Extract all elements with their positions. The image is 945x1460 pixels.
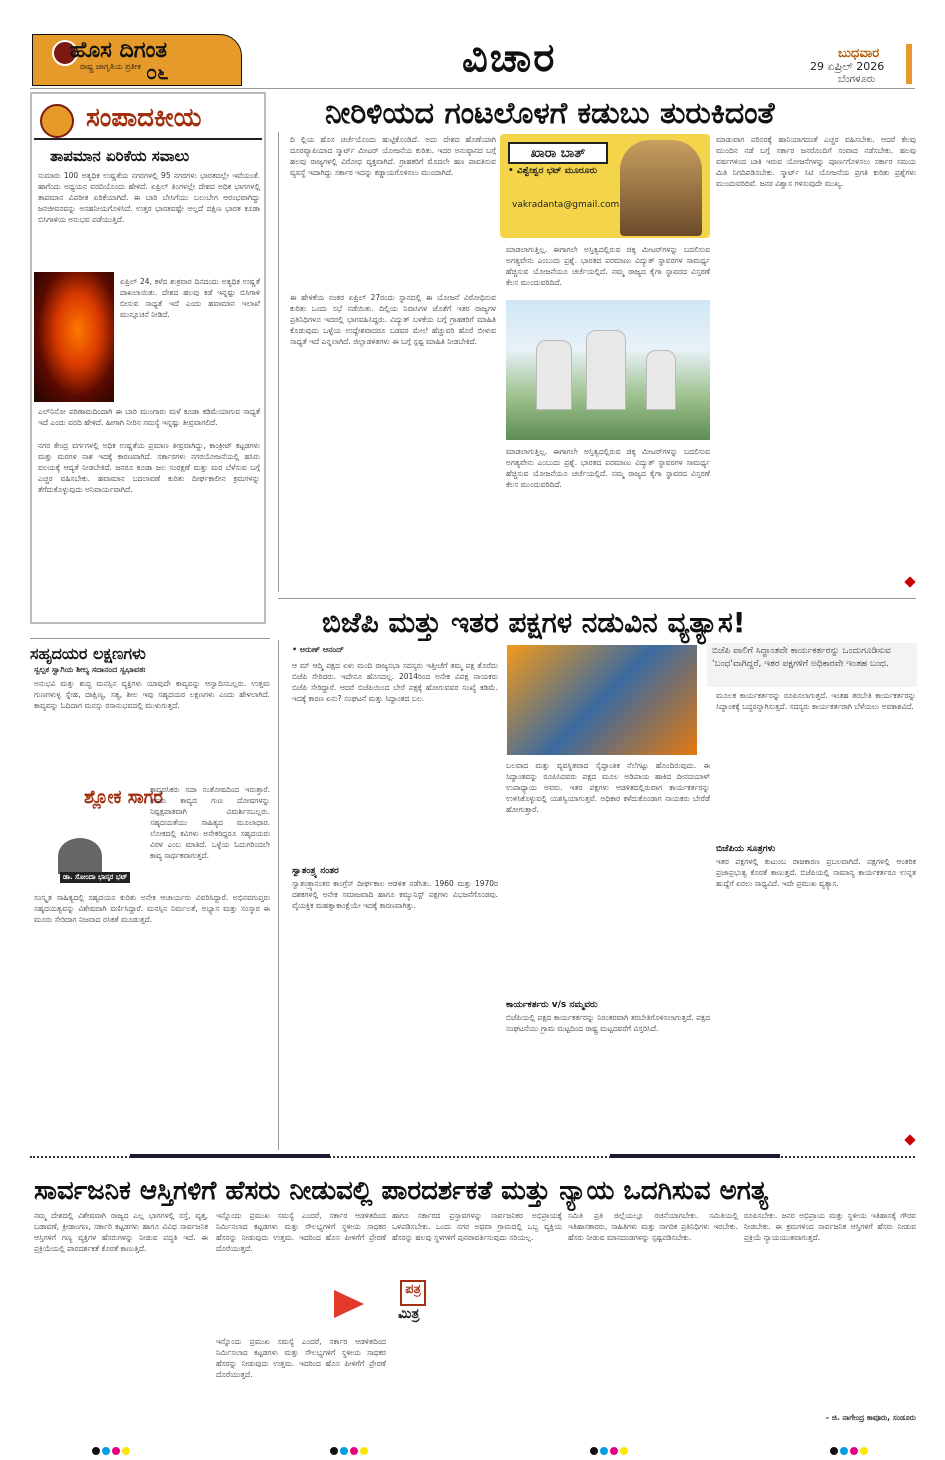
- mitra-label: ಮಿತ್ರ: [398, 1306, 420, 1322]
- section-divider: [30, 638, 270, 639]
- article2-subhead-3: ಬಿಜೆಪಿಯ ಸೂತ್ರಗಳು: [716, 844, 776, 854]
- column-email[interactable]: vakradanta@gmail.com: [512, 200, 620, 210]
- sahrudaya-body-3: ಸಂಸ್ಕೃತ ಸಾಹಿತ್ಯದಲ್ಲಿ ಸಹೃದಯನ ಕುರಿತು ಅನೇಕ ಆಚಾರ್ಯರು ವಿವರಿಸಿದ್ದಾರೆ. ಅಭಿನವಗುಪ್ತರು ಸಹೃದಯತ್ವವನ್ನು ವಿಶೇಷವಾಗಿ ವರ್ಣಿಸಿದ್ದಾರೆ. ಮನಸ್ಸಿನ ನಿರ್ಮಲತೆ, ಅಭ್ಯಾಸ ಮತ್ತು ಸಂಸ್ಕಾರ ಈ ಮೂರು ಸೇರಿದಾಗ ನಿಜವಾದ ರಸಿಕತೆ ಮೂಡುತ್ತದೆ.: [34, 893, 270, 924]
- sahrudaya-subtitle: ಸ್ವಲ್ಪಕ ಸ್ವಾಗಿಯ ಶೀಲ್ಯ ಸದಾನಂದ ಸ್ವಭಾವತಃ: [34, 665, 146, 674]
- author-photo: [620, 140, 702, 236]
- column-title: ಖಾರಾ ಬಾತ್: [508, 142, 608, 164]
- separator-bar: [130, 1154, 330, 1158]
- separator-bar: [610, 1154, 780, 1158]
- article2-col3b: ಇತರ ಪಕ್ಷಗಳಲ್ಲಿ ಕುಟುಂಬ ರಾಜಕಾರಣ ಪ್ರಬಲವಾಗಿದೆ. ಪಕ್ಷಗಳಲ್ಲಿ ಆಂತರಿಕ ಪ್ರಜಾಪ್ರಭುತ್ವ ಕೊರತೆ ಕಾಣುತ್ತದೆ. ಬಿಜೆಪಿಯಲ್ಲಿ ಸಾಮಾನ್ಯ ಕಾರ್ಯಕರ್ತರೂ ಉನ್ನತ ಹುದ್ದೆಗೆ ಏರಲು ಸಾಧ್ಯವಿದೆ. ಇದೇ ಪ್ರಮುಖ ವ್ಯತ್ಯಾಸ.: [716, 857, 916, 888]
- cooling-tower: [586, 330, 626, 410]
- article2-col3: ಮೂಲಕ ಕಾರ್ಯಕರ್ತರನ್ನು ರೂಪಿಸಲಾಗುತ್ತದೆ. ಇಂತಹ ತರಬೇತಿ ಕಾರ್ಯಕರ್ತರನ್ನು ಸಿದ್ಧಾಂತಕ್ಕೆ ಬದ್ಧರನ್ನಾಗಿಸುತ್ತದೆ. ಸದಸ್ಯರು ಕಾರ್ಯಕರ್ತರಾಗಿ ಬೆಳೆಯಲು ಅವಕಾಶವಿದೆ.: [716, 691, 916, 711]
- article1-col1: ದಿ ಲ್ಲಿಯ ಹೊಸ ಚರ್ಚೆಯೊಂದು ಹುಟ್ಟಿಕೊಂಡಿದೆ. ಅದು ದೇಶದ ಹೊಣೆಯಾಗಿ ದೂರವ್ಯಾಪಿಯಾದ ಸ್ಮಾರ್ಟ್ ಮೀಟರ್ ಯೋಜನೆಯ ಕುರಿತು. ಇದರ ಅನುಷ್ಠಾನದ ಬಗ್ಗೆ ಹಲವು ರಾಜ್ಯಗಳಲ್ಲಿ ವಿರೋಧ ವ್ಯಕ್ತವಾಗಿದೆ. ಗ್ರಾಹಕರಿಗೆ ಮೊದಲೇ ಹಣ ಪಾವತಿಸುವ ವ್ಯವಸ್ಥೆ ಇದಾಗಿದ್ದು ಸರ್ಕಾರ ಇದನ್ನು ಕಡ್ಡಾಯಗೊಳಿಸಲು ಮುಂದಾಗಿದೆ.: [290, 135, 496, 177]
- article2-col2: ಬಲವಾದ ಮತ್ತು ವ್ಯವಸ್ಥಿತವಾದ ಸೈದ್ಧಾಂತಿಕ ನೆಲೆಗಟ್ಟು ಹೊಂದಿರುವುದು. ಈ ಸಿದ್ಧಾಂತವನ್ನು ರೂಪಿಸಿದವರು ಪಕ್ಷದ ಮೂಲ ಅಡಿಪಾಯ ಹಾಕಿದ ದೀನದಯಾಳ್ ಉಪಾಧ್ಯಾಯ ಅವರು. ಇತರ ಪಕ್ಷಗಳು ಆಡಳಿತದಲ್ಲಿರುವಾಗ ಕಾರ್ಯಕರ್ತರನ್ನು ಉಳಿಸಿಕೊಳ್ಳುವಲ್ಲಿ ಯಶಸ್ವಿಯಾಗುತ್ತವೆ. ಅಧಿಕಾರ ಕಳೆದುಕೊಂಡಾಗ ನಾಯಕರು ಬೇರೆಡೆ ಹೋಗುತ್ತಾರೆ.: [506, 761, 710, 814]
- article2-byline: • ಅರುಣ್ ಆನಂದ್: [292, 645, 344, 654]
- registration-marks: [92, 1440, 132, 1459]
- power-plant-image: [506, 300, 710, 440]
- article2-subhead-2: ಕಾರ್ಯಕರ್ತರು v/s ನಮ್ಮವರು: [506, 1000, 598, 1010]
- india-heat-map-image: [34, 272, 114, 402]
- article1-col3b: ಮಾಡಲಾಗುತ್ತಿಲ್ಲ. ಈಗಾಗಲೇ ಅಸ್ತಿತ್ವದಲ್ಲಿರುವ ಚಿಕ್ಕ ಮೀಟರ್‌ಗಳನ್ನು ಬದಲಿಸುವ ಅಗತ್ಯವೇನು ಎಂಬುದು ಪ್ರಶ್ನೆ. ಭಾರತದ ಪರಮಾಣು ವಿದ್ಯುತ್ ಸ್ಥಾವರಗಳ ಸಾಮರ್ಥ್ಯ ಹೆಚ್ಚಿಸುವ ಯೋಜನೆಯೂ ಚರ್ಚೆಯಲ್ಲಿದೆ. ನಮ್ಮ ರಾಜ್ಯದ ಕೈಗಾ ಸ್ಥಾವರದ ವಿಸ್ತರಣೆ ಕೆಲಸ ಮುಂದುವರಿದಿದೆ.: [506, 447, 710, 489]
- registration-marks: [330, 1440, 370, 1459]
- article3-col5: ರೂಪಿಸಬೇಕು. ಜನರ ಅಭಿಪ್ರಾಯ ಮತ್ತು ಸ್ಥಳೀಯ ಇತಿಹಾಸಕ್ಕೆ ಗೌರವ ನೀಡಬೇಕು. ಈ ಕ್ರಮಗಳಿಂದ ಸಾರ್ವಜನಿಕ ಆಸ್ತಿಗಳಿಗೆ ಹೆಸರು ನೀಡುವ ಪ್ರಕ್ರಿಯೆ ನ್ಯಾಯಯುತವಾಗುತ್ತದೆ.: [744, 1211, 916, 1242]
- article2-quote: ಬಿಜೆಪಿ ಪಾಲಿಗೆ ಸಿದ್ಧಾಂತವೇ ಕಾರ್ಯಕರ್ತರನ್ನು ಒಂದುಗೂಡಿಸುವ 'ಬಂಧ'ವಾಗಿದ್ದರೆ, ಇತರ ಪಕ್ಷಗಳಿಗೆ ಅಧಿಕಾರವೇ ಇಂತಹ ಬಂಧ.: [712, 646, 891, 669]
- editorial-body-2: ಏಪ್ರಿಲ್ 24, ಕಳೆದ ಶುಕ್ರವಾರ ದಿನದಂದು ಅತ್ಯಧಿಕ ಉಷ್ಣತೆ ದಾಖಲಾಯಿತು. ದೇಶದ ಹಲವು ಕಡೆ ಇನ್ನಷ್ಟು ಬಿಸಿಗಾಳಿ ಬೀಸುವ ಸಾಧ್ಯತೆ ಇದೆ ಎಂದು ಹವಾಮಾನ ಇಲಾಖೆ ಮುನ್ಸೂಚನೆ ನೀಡಿದೆ.: [120, 277, 260, 319]
- editorial-body-3: ಎಲ್‌ನಿನೋ ಪರಿಣಾಮದಿಂದಾಗಿ ಈ ಬಾರಿ ಮುಂಗಾರು ಮಳೆ ಕೂಡಾ ಕಡಿಮೆಯಾಗುವ ಸಾಧ್ಯತೆ ಇದೆ ಎಂದು ವರದಿ ಹೇಳಿದೆ. ಹೀಗಾಗಿ ನೀರಿನ ಸಮಸ್ಯೆ ಇನ್ನಷ್ಟು ತೀವ್ರವಾಗಲಿದೆ.: [38, 407, 260, 427]
- masthead-logo-sub: ರಾಷ್ಟ್ರ ಜಾಗೃತಿಯ ಪ್ರತೀಕ: [80, 62, 141, 71]
- article2-col2b: ಬಿಜೆಪಿಯಲ್ಲಿ ಪಕ್ಷದ ಕಾರ್ಯಕರ್ತರನ್ನು ನಿರಂತರವಾಗಿ ತರಬೇತಿಗೊಳಿಸಲಾಗುತ್ತದೆ. ಪಕ್ಷದ ಸಂಘಟನೆಯು ಗ್ರಾಮ ಮಟ್ಟದಿಂದ ರಾಷ್ಟ್ರ ಮಟ್ಟದವರೆಗೆ ವಿಸ್ತರಿಸಿದೆ.: [506, 1013, 710, 1033]
- column-author: • ವಿಶ್ವೇಶ್ವರ ಭಟ್ ಮೂರೂರು: [508, 166, 598, 176]
- date: 29 ಏಪ್ರಿಲ್ 2026: [810, 60, 885, 73]
- editorial-body-1: ಸುಮಾರು 100 ಅತ್ಯಧಿಕ ಉಷ್ಣತೆಯ ನಗರಗಳಲ್ಲಿ 95 ನಗರಗಳು ಭಾರತದಲ್ಲೇ ಇವೆಯಂತೆ. ಹಾಗೆಂದು ಅಧ್ಯಯನ ವರದಿಯೊಂದು ಹೇಳಿದೆ. ಏಪ್ರಿಲ್ ತಿಂಗಳಲ್ಲೇ ದೇಶದ ಅಧಿಕ ಭಾಗಗಳಲ್ಲಿ ತಾಪಮಾನ ವಿಪರೀತ ಏರಿಕೆಯಾಗಿದೆ. ಈ ಬಾರಿ ಬೇಸಿಗೆಯು ಬಲುಬೇಗ ಆರಂಭವಾಗಿದ್ದು ಜನಜೀವನವನ್ನು ಅಸಹನೀಯಗೊಳಿಸಿದೆ. ಉತ್ತರ ಭಾರತವಷ್ಟೇ ಅಲ್ಲದೆ ದಕ್ಷಿಣ ಭಾರತ ಕೂಡಾ ಬಿಸಿಗಾಳಿಯ ಅನುಭವ ಪಡೆಯುತ್ತಿದೆ.: [38, 171, 260, 224]
- column-divider: [278, 132, 279, 592]
- end-mark-icon: [904, 1134, 915, 1145]
- article3-col3: ಹಾಗೂ ಸರ್ಕಾರದ ಪ್ರಸ್ತಾವಗಳನ್ನು ಸಾರ್ವಜನಿಕರ ಅಭಿಪ್ರಾಯಕ್ಕೆ ಒಳಪಡಿಸಬೇಕು. ಒಂದು ನಗರ ಅಥವಾ ಗ್ರಾಮದಲ್ಲಿ ಒಬ್ಬ ವ್ಯಕ್ತಿಯ ಹೆಸರನ್ನು ಹಲವು ಸ್ಥಳಗಳಿಗೆ ಪುನರಾವರ್ತಿಸುವುದು ಸರಿಯಲ್ಲ.: [392, 1211, 562, 1242]
- editorial-subtitle: ತಾಪಮಾನ ಏರಿಕೆಯ ಸವಾಲು: [50, 147, 190, 165]
- page-number: ೦೬: [146, 60, 169, 84]
- date-accent-bar: [906, 44, 912, 84]
- registration-marks: [590, 1440, 630, 1459]
- sahrudaya-title: ಸಹೃದಯರ ಲಕ್ಷಣಗಳು: [30, 644, 146, 663]
- column-divider: [278, 640, 279, 1150]
- article2-col1b: ಸ್ವಾತಂತ್ರ್ಯಾನಂತರ ಕಾಂಗ್ರೆಸ್ ದೀರ್ಘಕಾಲ ಆಡಳಿತ ನಡೆಸಿತು. 1960 ಮತ್ತು 1970ರ ದಶಕಗಳಲ್ಲಿ ಅನೇಕ ಸಮಾಜವಾದಿ ಹಾಗೂ ಕಮ್ಯುನಿಸ್ಟ್ ಪಕ್ಷಗಳು ವಿಭಜನೆಗೊಂಡವು. ವೈಯಕ್ತಿಕ ಮಹತ್ವಾಕಾಂಕ್ಷೆಯೇ ಇದಕ್ಕೆ ಕಾರಣವಾಗಿತ್ತು.: [292, 879, 498, 910]
- date-city: ಬೆಂಗಳೂರು: [838, 74, 876, 85]
- section-title: ವಿಚಾರ: [462, 34, 557, 81]
- article3-col1: ನಮ್ಮ ದೇಶದಲ್ಲಿ ವಿಶೇಷವಾಗಿ ರಾಜ್ಯದ ಎಲ್ಲ ಭಾಗಗಳಲ್ಲಿ ರಸ್ತೆ, ವೃತ್ತ, ಬಡಾವಣೆ, ಕ್ರೀಡಾಂಗಣ, ಸರ್ಕಾರಿ ಕಟ್ಟಡಗಳು ಹಾಗೂ ವಿವಿಧ ಸಾರ್ವಜನಿಕ ಆಸ್ತಿಗಳಿಗೆ ಗಣ್ಯ ವ್ಯಕ್ತಿಗಳ ಹೆಸರುಗಳನ್ನು ನೀಡುವ ಪದ್ಧತಿ ಇದೆ. ಈ ಪ್ರಕ್ರಿಯೆಯಲ್ಲಿ ಪಾರದರ್ಶಕತೆ ಕೊರತೆ ಕಾಣುತ್ತಿದೆ.: [34, 1211, 208, 1253]
- article3-signature: – ಜಿ. ನಾಗೇಂದ್ರ ಕಾವೂರು, ಸಂಡೂರು: [825, 1413, 916, 1422]
- sahrudaya-body-2: ಕಾವ್ಯರಸಿಕರು ಸದಾ ಸಂತೋಷದಿಂದ ಇರುತ್ತಾರೆ. ಅವರು ಕಾವ್ಯದ ಗುಣ ದೋಷಗಳನ್ನು ನಿಷ್ಪಕ್ಷಪಾತವಾಗಿ ವಿಮರ್ಶಿಸಬಲ್ಲರು. ಸಹೃದಯತೆಯು ಸಾಹಿತ್ಯದ ಮೂಲಾಧಾರ. ಲೋಕದಲ್ಲಿ ಕವಿಗಳು ಅನೇಕರಿದ್ದರೂ ಸಹೃದಯರು ವಿರಳ ಎಂಬ ಮಾತಿದೆ. ಒಳ್ಳೆಯ ಓದುಗರಿಂದಲೇ ಕಾವ್ಯ ಸಾರ್ಥಕವಾಗುತ್ತದೆ.: [150, 785, 270, 860]
- masthead-rule: [30, 88, 915, 89]
- shoka-author-photo: [58, 838, 102, 874]
- cooling-tower: [536, 340, 572, 410]
- patha-box: ಪತ್ರ: [400, 1280, 426, 1306]
- article1-col4: ಮಾಡುವಾಗ ಪರಿಸರಕ್ಕೆ ಹಾನಿಯಾಗದಂತೆ ಎಚ್ಚರ ವಹಿಸಬೇಕು. ಆದರೆ ಕೆಲವು ಮುಂದಿನ ನಡೆ ಬಗ್ಗೆ ಸರ್ಕಾರ ಜನರೊಂದಿಗೆ ಸಂವಾದ ನಡೆಸಬೇಕು. ಹಲವು ವರ್ಷಗಳಿಂದ ಬಾಕಿ ಇರುವ ಯೋಜನೆಗಳನ್ನು ಪೂರ್ಣಗೊಳಿಸಲು ಸರ್ಕಾರ ಸಮಯ ಮಿತಿ ನಿಗದಿಪಡಿಸಬೇಕು. ಸ್ಮಾರ್ಟ್ ಸಿಟಿ ಯೋಜನೆಯ ಪ್ರಗತಿ ಕುರಿತು ಪ್ರಶ್ನೆಗಳು ಮುಂದುವರಿದಿವೆ. ಜನರ ವಿಶ್ವಾಸ ಗಳಿಸುವುದೇ ಮುಖ್ಯ.: [716, 135, 916, 188]
- masthead-logo: ಹೊಸ ದಿಗಂತ: [70, 38, 168, 63]
- article2-subhead-1: ಸ್ವಾತಂತ್ರ್ಯ ನಂತರ: [292, 866, 339, 876]
- paper-plane-icon: [334, 1290, 364, 1318]
- cooling-tower: [646, 350, 676, 410]
- article1-headline: ನೀರಿಳಿಯದ ಗಂಟಲೊಳಗೆ ಕಡುಬು ತುರುಕಿದಂತೆ: [325, 96, 775, 131]
- editorial-emblem-icon: [40, 104, 74, 138]
- shoka-author: ಡಾ. ಸೋಂದಾ ಭಾಸ್ಕರ ಭಟ್: [60, 872, 130, 883]
- article2-headline: ಬಿಜೆಪಿ ಮತ್ತು ಇತರ ಪಕ್ಷಗಳ ನಡುವಿನ ವ್ಯತ್ಯಾಸ!: [322, 606, 746, 639]
- article-divider: [278, 598, 916, 599]
- article3-headline: ಸಾರ್ವಜನಿಕ ಆಸ್ತಿಗಳಿಗೆ ಹೆಸರು ನೀಡುವಲ್ಲಿ ಪಾರದರ್ಶಕತೆ ಮತ್ತು ನ್ಯಾಯ ಒದಗಿಸುವ ಅಗತ್ಯ: [34, 1176, 769, 1206]
- date-day: ಬುಧವಾರ: [838, 46, 880, 61]
- article2-col1: ಆ ಮ್ ಆದ್ಮಿ ಪಕ್ಷದ ಏಳು ಮಂದಿ ರಾಜ್ಯಸಭಾ ಸದಸ್ಯರು ಇತ್ತೀಚೆಗೆ ತಮ್ಮ ಪಕ್ಷ ತೊರೆದು ಬಿಜೆಪಿ ಸೇರಿದರು. ಇದೇನೂ ಹೊಸದಲ್ಲ. 2014ರಿಂದ ಅನೇಕ ವಿಪಕ್ಷ ನಾಯಕರು ಬಿಜೆಪಿ ಸೇರಿದ್ದಾರೆ. ಆದರೆ ಬಿಜೆಪಿಯಿಂದ ಬೇರೆ ಪಕ್ಷಕ್ಕೆ ಹೋಗುವವರ ಸಂಖ್ಯೆ ಕಡಿಮೆ. ಇದಕ್ಕೆ ಕಾರಣ ಏನು? ಸಂಘಟನೆ ಮತ್ತು ಸಿದ್ಧಾಂತದ ಬಲ.: [292, 661, 498, 703]
- editorial-title: ಸಂಪಾದಕೀಯ: [86, 103, 202, 133]
- registration-marks: [830, 1440, 870, 1459]
- shoka-sagara-title: ಶ್ಲೋಕ ಸಾಗರ: [84, 787, 163, 808]
- article1-col2: ಈ ಹೇಳಿಕೆಯ ನಂತರ ಏಪ್ರಿಲ್ 27ರಂದು ಸ್ಥಾನದಲ್ಲಿ ಈ ಯೋಜನೆ ವಿರೋಧಿಸುವ ಕುರಿತು ಒಂದು ಸಭೆ ನಡೆಯಿತು. ದಿಲ್ಲಿಯ ನಿವಾಸಿಗಳ ಜೊತೆಗೆ ಇತರ ರಾಜ್ಯಗಳ ಪ್ರತಿನಿಧಿಗಳೂ ಇದರಲ್ಲಿ ಭಾಗವಹಿಸಿದ್ದರು. ವಿದ್ಯುತ್ ಬಳಕೆಯ ಬಗ್ಗೆ ಗ್ರಾಹಕರಿಗೆ ಮಾಹಿತಿ ಕೊಡುವುದು ಒಳ್ಳೆಯ ಉದ್ದೇಶವಾದರೂ ಬಡವರ ಮೇಲೆ ಹೆಚ್ಚುವರಿ ಹೊರೆ ಬೀಳುವ ಸಾಧ್ಯತೆ ಇದೆ ಎನ್ನಲಾಗಿದೆ. ಜಿಲ್ಲಾಡಳಿತಗಳು ಈ ಬಗ್ಗೆ ಸ್ಪಷ್ಟ ಮಾಹಿತಿ ನೀಡಬೇಕಿದೆ.: [290, 293, 496, 346]
- article1-col3: ಮಾಡಲಾಗುತ್ತಿಲ್ಲ. ಈಗಾಗಲೇ ಅಸ್ತಿತ್ವದಲ್ಲಿರುವ ಚಿಕ್ಕ ಮೀಟರ್‌ಗಳನ್ನು ಬದಲಿಸುವ ಅಗತ್ಯವೇನು ಎಂಬುದು ಪ್ರಶ್ನೆ. ಭಾರತದ ಪರಮಾಣು ವಿದ್ಯುತ್ ಸ್ಥಾವರಗಳ ಸಾಮರ್ಥ್ಯ ಹೆಚ್ಚಿಸುವ ಯೋಜನೆಯೂ ಚರ್ಚೆಯಲ್ಲಿದೆ. ನಮ್ಮ ರಾಜ್ಯದ ಕೈಗಾ ಸ್ಥಾವರದ ವಿಸ್ತರಣೆ ಕೆಲಸ ಮುಂದುವರಿದಿದೆ.: [506, 245, 710, 287]
- article3-col2b: ಇನ್ನೊಂದು ಪ್ರಮುಖ ಸಮಸ್ಯೆ ಎಂದರೆ, ಸರ್ಕಾರ ಆಡಳಿತದಿಂದ ನಿರ್ಮಿಸಲಾದ ಕಟ್ಟಡಗಳು ಮತ್ತು ಸೌಲಭ್ಯಗಳಿಗೆ ಸ್ಥಳೀಯ ಸಾಧಕರ ಹೆಸರನ್ನು ನೀಡುವುದು ಉತ್ತಮ. ಇದರಿಂದ ಹೊಸ ಪೀಳಿಗೆಗೆ ಪ್ರೇರಣೆ ದೊರೆಯುತ್ತದೆ.: [216, 1337, 386, 1379]
- sahrudaya-body: ಅನುಭವಿ ಮತ್ತು ಶುದ್ಧ ಮನಸ್ಸಿನ ವ್ಯಕ್ತಿಗಳು ಯಾವುದೇ ಕಾವ್ಯವನ್ನು ಆಸ್ವಾದಿಸಬಲ್ಲರು. ಉತ್ತಮ ಗುಣಗಳುಳ್ಳ ಸ್ನೇಹ, ದಾಕ್ಷಿಣ್ಯ, ಸತ್ಯ, ಶೀಲ ಇವು ಸಹೃದಯರ ಲಕ್ಷಣಗಳು ಎಂದು ಹೇಳಲಾಗಿದೆ. ಕಾವ್ಯವನ್ನು ಓದಿದಾಗ ಮನಸ್ಸು ರಸಾನುಭವದಲ್ಲಿ ಮುಳುಗುತ್ತದೆ.: [34, 679, 270, 710]
- editorial-body-4: ನಗರ ಕೇಂದ್ರ ವರ್ಗಗಳಲ್ಲಿ ಅಧಿಕ ಉಷ್ಣತೆಯ ಪ್ರಮಾಣ ತೀವ್ರವಾಗಿದ್ದು, ಕಾಂಕ್ರೀಟ್ ಕಟ್ಟಡಗಳು ಮತ್ತು ಮರಗಳ ನಾಶ ಇದಕ್ಕೆ ಕಾರಣವಾಗಿದೆ. ಸರ್ಕಾರಗಳು ನಗರಯೋಜನೆಯಲ್ಲಿ ಹಸಿರು ವಲಯಕ್ಕೆ ಆದ್ಯತೆ ನೀಡಬೇಕಿದೆ. ಜನರೂ ಕೂಡಾ ಜಲ ಸಂರಕ್ಷಣೆ ಮತ್ತು ಮರ ಬೆಳೆಸುವ ಬಗ್ಗೆ ಎಚ್ಚರ ವಹಿಸಬೇಕು. ಹವಾಮಾನ ಬದಲಾವಣೆ ಕುರಿತು ದೀರ್ಘಕಾಲೀನ ಕ್ರಮಗಳನ್ನು ತೆಗೆದುಕೊಳ್ಳುವುದು ಅನಿವಾರ್ಯವಾಗಿದೆ.: [38, 441, 260, 494]
- article3-col4: ಸಮಿತಿ ಪ್ರತಿ ಜಿಲ್ಲೆಯಲ್ಲೂ ರಚನೆಯಾಗಬೇಕು. ಸಮಿತಿಯಲ್ಲಿ ಇತಿಹಾಸಕಾರರು, ಸಾಹಿತಿಗಳು ಮತ್ತು ನಾಗರಿಕ ಪ್ರತಿನಿಧಿಗಳು ಇರಬೇಕು. ಹೆಸರು ನೀಡುವ ಮಾನದಂಡಗಳನ್ನು ಸ್ಪಷ್ಟಪಡಿಸಬೇಕು.: [568, 1211, 738, 1242]
- article3-col2: ಇನ್ನೊಂದು ಪ್ರಮುಖ ಸಮಸ್ಯೆ ಎಂದರೆ, ಸರ್ಕಾರ ಆಡಳಿತದಿಂದ ನಿರ್ಮಿಸಲಾದ ಕಟ್ಟಡಗಳು ಮತ್ತು ಸೌಲಭ್ಯಗಳಿಗೆ ಸ್ಥಳೀಯ ಸಾಧಕರ ಹೆಸರನ್ನು ನೀಡುವುದು ಉತ್ತಮ. ಇದರಿಂದ ಹೊಸ ಪೀಳಿಗೆಗೆ ಪ್ರೇರಣೆ ದೊರೆಯುತ್ತದೆ.: [216, 1211, 386, 1253]
- bjp-rally-image: [507, 645, 697, 755]
